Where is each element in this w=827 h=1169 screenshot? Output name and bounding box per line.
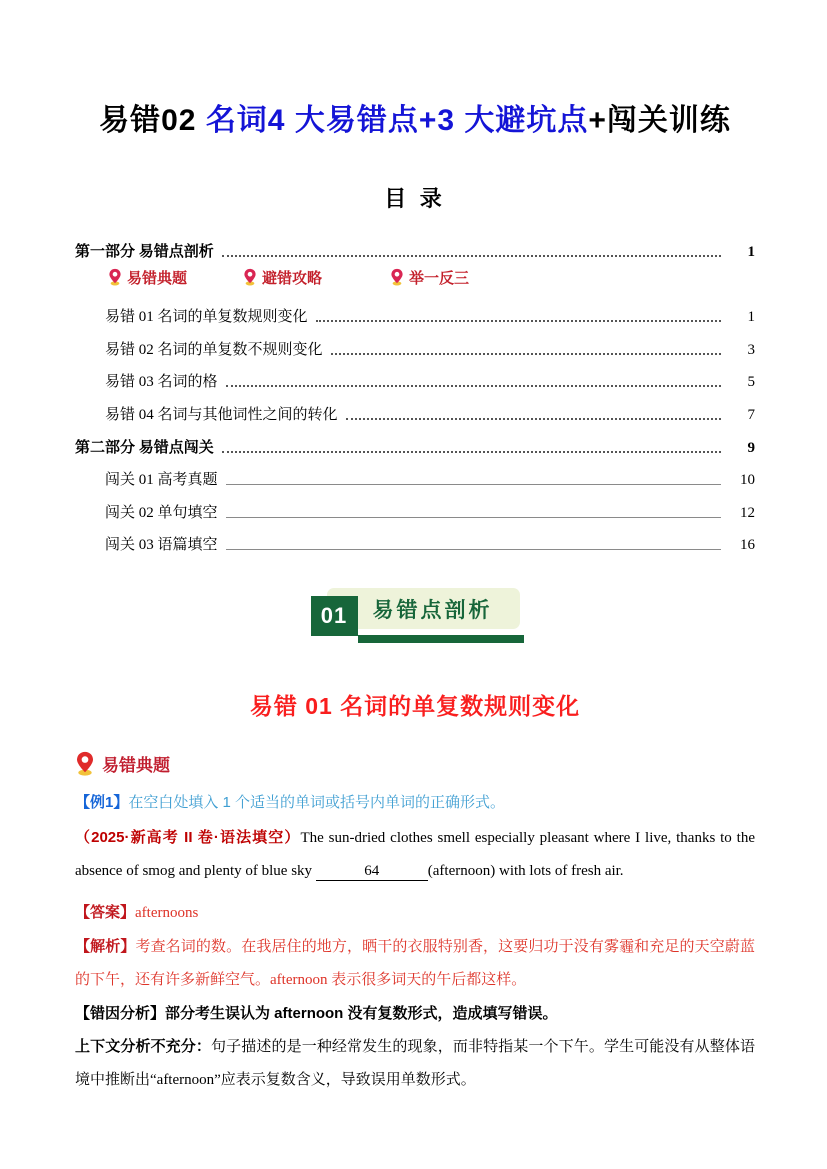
toc-entry-label: 易错 04 名词与其他词性之间的转化 xyxy=(105,407,338,424)
toc-entry-label: 易错 02 名词的单复数不规则变化 xyxy=(105,341,323,358)
answer-value: afternoons xyxy=(135,905,199,922)
toc-entry-label: 闯关 02 单句填空 xyxy=(105,504,218,521)
toc-heading: 目 录 xyxy=(384,185,446,211)
context-note-paragraph xyxy=(75,1030,755,1097)
map-pin-icon xyxy=(243,268,257,286)
toc-entry-chuangguan01[interactable] xyxy=(105,457,755,490)
answer-blank[interactable]: 64 xyxy=(316,863,428,881)
toc-entry-label: 第二部分 易错点闯关 xyxy=(75,439,214,456)
example-line xyxy=(75,791,755,812)
toc-page-number: 3 xyxy=(747,341,755,358)
answer-line xyxy=(75,896,755,930)
toc-badge-label: 举一反三 xyxy=(409,269,470,287)
section-badge-label: 易错点剖析 xyxy=(327,588,520,629)
section-badge-underline xyxy=(358,635,524,643)
toc-leader xyxy=(316,320,721,322)
map-pin-icon xyxy=(390,268,404,286)
subsection-header xyxy=(75,751,755,776)
example-tag: 【例1】 xyxy=(75,794,129,812)
section-number-badge xyxy=(311,588,520,636)
error-analysis-tag: 【错因分析】 xyxy=(75,1005,166,1023)
toc-entry-chuangguan02[interactable] xyxy=(105,489,755,522)
passage-text xyxy=(75,821,755,888)
toc-entry-part2[interactable] xyxy=(75,424,755,457)
toc-entry-part1[interactable] xyxy=(75,229,755,262)
toc-page-number: 1 xyxy=(747,309,755,326)
toc-entry-label: 闯关 03 语篇填空 xyxy=(105,537,218,554)
answer-tag: 【答案】 xyxy=(75,904,136,922)
toc-entry-chuangguan03[interactable] xyxy=(105,522,755,555)
title-part-black2: +闯关训练 xyxy=(588,104,731,137)
passage-before-blank: The sun-dried clothes smell especially pleasant where I live, thanks to the absence of smog and plenty of blue sky xyxy=(75,830,755,880)
toc-page-number: 9 xyxy=(747,439,755,456)
context-note-text: 句子描述的是一种经常发生的现象，而非特指某一个下午。学生可能没有从整体语境中推断出“afternoon”应表示复数含义，导致误用单数形式。 xyxy=(75,1039,755,1089)
toc-leader xyxy=(331,353,721,355)
passage-after-blank: (afternoon) with lots of fresh air. xyxy=(427,863,624,880)
section-badge-number: 01 xyxy=(311,596,358,636)
analysis-paragraph xyxy=(75,930,755,997)
toc-leader xyxy=(226,549,721,550)
subsection-title: 易错典题 xyxy=(102,756,170,776)
map-pin-icon xyxy=(108,268,122,286)
toc-badge-label: 易错典题 xyxy=(127,269,188,287)
table-of-contents xyxy=(75,229,755,555)
toc-page-number: 1 xyxy=(747,244,755,261)
toc-leader xyxy=(226,385,721,387)
example-instruction: 在空白处填入 1 个适当的单词或括号内单词的正确形式。 xyxy=(128,794,506,812)
toc-badge-bicuogonglue xyxy=(243,267,322,288)
toc-entry-yicuo04[interactable] xyxy=(105,391,755,424)
toc-entry-label: 易错 01 名词的单复数规则变化 xyxy=(105,309,308,326)
title-part-blue: 名词4 大易错点+3 大避坑点 xyxy=(205,104,589,137)
toc-leader xyxy=(222,255,721,257)
toc-page-number: 10 xyxy=(740,472,755,489)
toc-badge-yicuodianti xyxy=(108,267,187,288)
toc-entry-yicuo02[interactable] xyxy=(105,326,755,359)
error-analysis-text: 部分考生误认为 afternoon 没有复数形式，造成填写错误。 xyxy=(165,1005,558,1023)
toc-leader xyxy=(222,451,721,453)
page-title xyxy=(75,0,755,140)
toc-entry-label: 闯关 01 高考真题 xyxy=(105,472,218,489)
map-pin-icon xyxy=(75,751,95,776)
toc-page-number: 5 xyxy=(747,374,755,391)
toc-leader xyxy=(226,517,721,518)
toc-badge-juyifansan xyxy=(390,267,469,288)
toc-entry-label: 第一部分 易错点剖析 xyxy=(75,244,214,261)
analysis-tag: 【解析】 xyxy=(75,938,136,956)
error-analysis-paragraph xyxy=(75,997,755,1030)
toc-leader xyxy=(346,418,721,420)
toc-entry-label: 易错 03 名词的格 xyxy=(105,374,218,391)
toc-entry-yicuo01[interactable] xyxy=(105,294,755,327)
section-heading: 易错 01 名词的单复数规则变化 xyxy=(249,693,581,720)
toc-badge-label: 避错攻略 xyxy=(262,269,323,287)
toc-entry-yicuo03[interactable] xyxy=(105,359,755,392)
toc-page-number: 16 xyxy=(740,537,755,554)
toc-page-number: 12 xyxy=(740,504,755,521)
toc-leader xyxy=(226,484,721,485)
analysis-text: 考查名词的数。在我居住的地方，晒干的衣服特别香，这要归功于没有雾霾和充足的天空蔚蓝的下午，还有许多新鲜空气。afternoon 表示很多词天的午后都这样。 xyxy=(75,939,755,989)
toc-badge-row xyxy=(108,261,755,294)
toc-page-number: 7 xyxy=(747,407,755,424)
context-note-label: 上下文分析不充分： xyxy=(75,1038,212,1056)
title-part-black1: 易错02 xyxy=(99,104,206,137)
exam-source: （2025·新高考 II 卷·语法填空） xyxy=(75,829,301,847)
